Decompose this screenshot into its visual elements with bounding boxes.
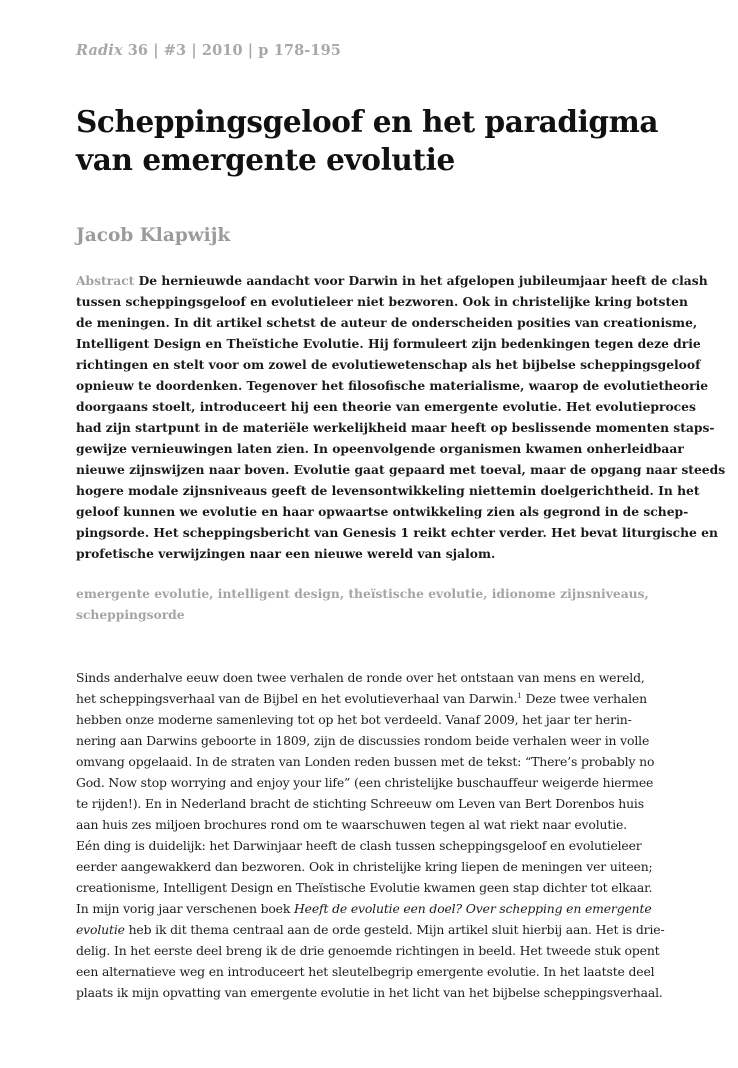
abstract-line: tussen scheppingsgeloof en evolutieleer niet bezworen. Ook in christelijke kring botsten [76,294,688,309]
body-line: hebben onze moderne samenleving tot op het bot verdeeld. Vanaf 2009, het jaar ter herin- [76,712,632,727]
body-line: nering aan Darwins geboorte in 1809, zijn de discussies rondom beide verhalen weer in volle [76,733,650,748]
article-title [76,103,666,179]
title-line: van emergente evolutie [76,142,455,177]
body-line: creationisme, Intelligent Design en Theïstische Evolutie kwamen geen stap dichter tot elkaar. [76,880,653,895]
abstract-line: opnieuw te doordenken. Tegenover het filosofische materialisme, waarop de evolutietheorie [76,378,709,393]
body-line [76,898,652,919]
body-line [76,688,647,709]
body-line-text: Deze twee verhalen [521,691,647,706]
author-name: Jacob Klapwijk [76,225,231,246]
issue-details: 36 | #3 | 2010 | p 178-195 [122,42,341,59]
body-line [76,919,665,940]
running-head [76,42,341,59]
abstract-label: Abstract [76,273,135,288]
abstract-line: Intelligent Design en Theïstiche Evolutie. Hij formuleert zijn bedenkingen tegen deze drie [76,336,701,351]
body-line: Sinds anderhalve eeuw doen twee verhalen de ronde over het ontstaan van mens en wereld, [76,670,645,685]
body-line-text: het scheppingsverhaal van de Bijbel en het evolutieverhaal van Darwin. [76,691,518,706]
body-line: eerder aangewakkerd dan bezworen. Ook in christelijke kring liepen de meningen ver uiteen; [76,859,653,874]
body-line-text: heb ik dit thema centraal aan de orde gesteld. Mijn artikel sluit hierbij aan. Het is drie- [124,922,665,937]
body-line: een alternatieve weg en introduceert het sleutelbegrip emergente evolutie. In het laatste deel [76,964,655,979]
abstract-line: richtingen en stelt voor om zowel de evolutiewetenschap als het bijbelse scheppingsgeloof [76,357,701,372]
abstract-line [76,270,708,291]
abstract-line: hogere modale zijnsniveaus geeft de levensontwikkeling niettemin doelgerichtheid. In het [76,483,700,498]
abstract-line: geloof kunnen we evolutie en haar opwaartse ontwikkeling zien als gegrond in de schep- [76,504,689,519]
keywords-line: emergente evolutie, intelligent design, theïstische evolutie, idionome zijnsniveaus, [76,586,649,601]
body-line: plaats ik mijn opvatting van emergente evolutie in het licht van het bijbelse scheppingsverhaal. [76,985,663,1000]
keywords [76,583,649,625]
body-line: Eén ding is duidelijk: het Darwinjaar heeft de clash tussen scheppingsgeloof en evolutieleer [76,838,642,853]
abstract-line: pingsorde. Het scheppingsbericht van Genesis 1 reikt echter verder. Het bevat liturgische en [76,525,718,540]
body-line-text: In mijn vorig jaar verschenen boek [76,901,294,916]
abstract [76,270,726,564]
abstract-line-text: De hernieuwde aandacht voor Darwin in het afgelopen jubileumjaar heeft de clash [134,273,708,288]
book-title: Heeft de evolutie een doel? Over schepping en emergente [294,901,652,916]
abstract-line: doorgaans stoelt, introduceert hij een theorie van emergente evolutie. Het evolutieproces [76,399,696,414]
body-line: te rijden!). En in Nederland bracht de stichting Schreeuw om Leven van Bert Dorenbos huis [76,796,644,811]
body-line: delig. In het eerste deel breng ik de drie genoemde richtingen in beeld. Het tweede stuk opent [76,943,660,958]
journal-name: Radix [76,42,123,59]
title-line: Scheppingsgeloof en het paradigma [76,104,659,139]
abstract-line: had zijn startpunt in de materiële werkelijkheid maar heeft op beslissende momenten staps- [76,420,715,435]
book-title-cont: evolutie [76,922,125,937]
footnote-marker[interactable]: 1 [517,691,522,700]
body-line: omvang opgelaaid. In de straten van Londen reden bussen met de tekst: “There’s probably no [76,754,655,769]
abstract-line: nieuwe zijnswijzen naar boven. Evolutie gaat gepaard met toeval, maar de opgang naar steeds [76,462,726,477]
body-line: God. Now stop worrying and enjoy your life” (een christelijke buschauffeur weigerde hiermee [76,775,654,790]
body-line: aan huis zes miljoen brochures rond om te waarschuwen tegen al wat riekt naar evolutie. [76,817,627,832]
abstract-line: profetische verwijzingen naar een nieuwe wereld van sjalom. [76,546,496,561]
keywords-line: scheppingsorde [76,607,185,622]
abstract-line: gewijze vernieuwingen laten zien. In opeenvolgende organismen kwamen onherleidbaar [76,441,684,456]
body-text [76,667,665,1003]
abstract-line: de meningen. In dit artikel schetst de auteur de onderscheiden posities van creationisme, [76,315,698,330]
